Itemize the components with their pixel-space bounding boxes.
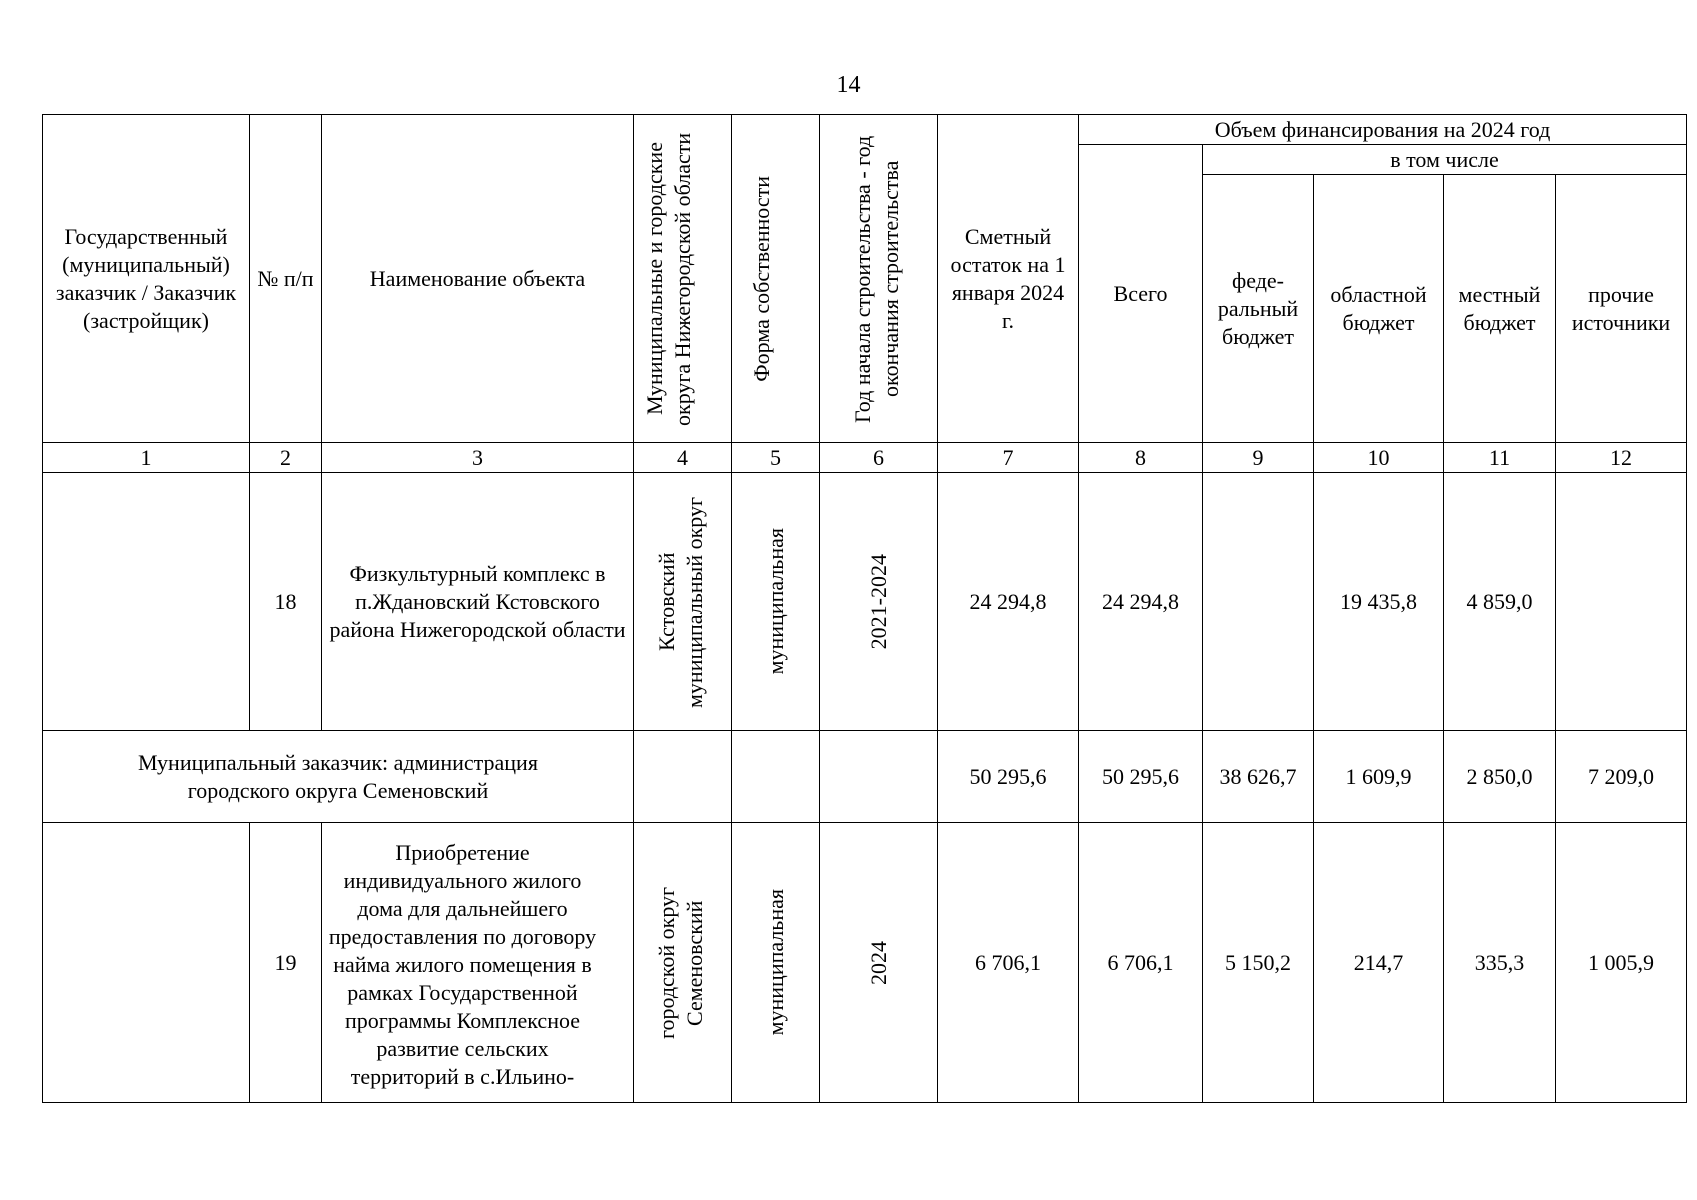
row18-local: 4 859,0 [1444, 473, 1556, 731]
row19-customer [43, 823, 250, 1103]
row19-years: 2024 [865, 940, 891, 985]
header-federal: феде-ральный бюджет [1203, 175, 1314, 443]
col-num-2: 2 [250, 443, 322, 473]
customer-regional: 1 609,9 [1314, 731, 1444, 823]
header-including: в том числе [1203, 145, 1687, 175]
customer-federal: 38 626,7 [1203, 731, 1314, 823]
table-row [43, 473, 1687, 731]
col-num-4: 4 [634, 443, 732, 473]
row19-local: 335,3 [1444, 823, 1556, 1103]
customer-estimate-balance: 50 295,6 [938, 731, 1079, 823]
customer-label-text: Муниципальный заказчик: администрация городского округа Семеновский [138, 749, 538, 803]
row19-ownership-cell [732, 823, 820, 1103]
col-num-11: 11 [1444, 443, 1556, 473]
row19-number: 19 [250, 823, 322, 1103]
row19-municipality-cell [634, 823, 732, 1103]
row18-ownership: муниципальная [762, 528, 788, 675]
col-num-7: 7 [938, 443, 1079, 473]
header-financing-group: Объем финансирования на 2024 год [1079, 115, 1687, 145]
header-municipality: Муниципальные и городские округа Нижегородской области [641, 131, 695, 426]
row18-other [1556, 473, 1687, 731]
header-local: местный бюджет [1444, 175, 1556, 443]
row18-regional: 19 435,8 [1314, 473, 1444, 731]
customer-years [820, 731, 938, 823]
row18-years-cell [820, 473, 938, 731]
row19-other: 1 005,9 [1556, 823, 1687, 1103]
col-num-1: 1 [43, 443, 250, 473]
customer-ownership [732, 731, 820, 823]
header-ownership-cell [732, 115, 820, 443]
row18-municipality-cell [634, 473, 732, 731]
col-num-9: 9 [1203, 443, 1314, 473]
row18-years: 2021-2024 [865, 553, 891, 650]
row19-ownership: муниципальная [762, 889, 788, 1036]
row18-ownership-cell [732, 473, 820, 731]
col-num-6: 6 [820, 443, 938, 473]
col-num-12: 12 [1556, 443, 1687, 473]
customer-other: 7 209,0 [1556, 731, 1687, 823]
col-num-5: 5 [732, 443, 820, 473]
page-number: 14 [836, 72, 861, 98]
row18-federal [1203, 473, 1314, 731]
col-num-10: 10 [1314, 443, 1444, 473]
table-row [43, 823, 1687, 1103]
financing-table [42, 114, 1687, 1103]
header-object-name: Наименование объекта [322, 115, 634, 443]
col-num-3: 3 [322, 443, 634, 473]
row19-years-cell [820, 823, 938, 1103]
customer-municipality [634, 731, 732, 823]
header-ownership: Форма собственности [748, 175, 774, 382]
customer-row [43, 731, 1687, 823]
row19-municipality: городской округ Семеновский [653, 886, 707, 1039]
header-municipality-cell [634, 115, 732, 443]
customer-total: 50 295,6 [1079, 731, 1203, 823]
row18-object-name: Физкультурный комплекс в п.Ждановский Кстовского района Нижегородской области [322, 473, 634, 731]
row18-estimate-balance: 24 294,8 [938, 473, 1079, 731]
header-regional: областной бюджет [1314, 175, 1444, 443]
row19-total: 6 706,1 [1079, 823, 1203, 1103]
col-num-8: 8 [1079, 443, 1203, 473]
header-years: Год начала строительства - год окончания строительства [849, 134, 903, 423]
row19-estimate-balance: 6 706,1 [938, 823, 1079, 1103]
row18-number: 18 [250, 473, 322, 731]
row19-object-name: Приобретение индивидуального жилого дома для дальнейшего предоставления по договору найма жилого помещения в рамках Государственной программы Комплексное развитие сельских территорий в с.Ильино- [322, 823, 634, 1103]
header-other: прочие источники [1556, 175, 1687, 443]
customer-local: 2 850,0 [1444, 731, 1556, 823]
header-years-cell [820, 115, 938, 443]
customer-label [43, 731, 634, 823]
row18-customer [43, 473, 250, 731]
header-total: Всего [1079, 145, 1203, 443]
row18-municipality: Кстовский муниципальный округ [653, 496, 707, 708]
row19-regional: 214,7 [1314, 823, 1444, 1103]
row18-total: 24 294,8 [1079, 473, 1203, 731]
header-number: № п/п [250, 115, 322, 443]
row19-federal: 5 150,2 [1203, 823, 1314, 1103]
header-customer: Государственный (муниципальный) заказчик / Заказчик (застройщик) [43, 115, 250, 443]
header-estimate-balance: Сметный остаток на 1 января 2024 г. [938, 115, 1079, 443]
